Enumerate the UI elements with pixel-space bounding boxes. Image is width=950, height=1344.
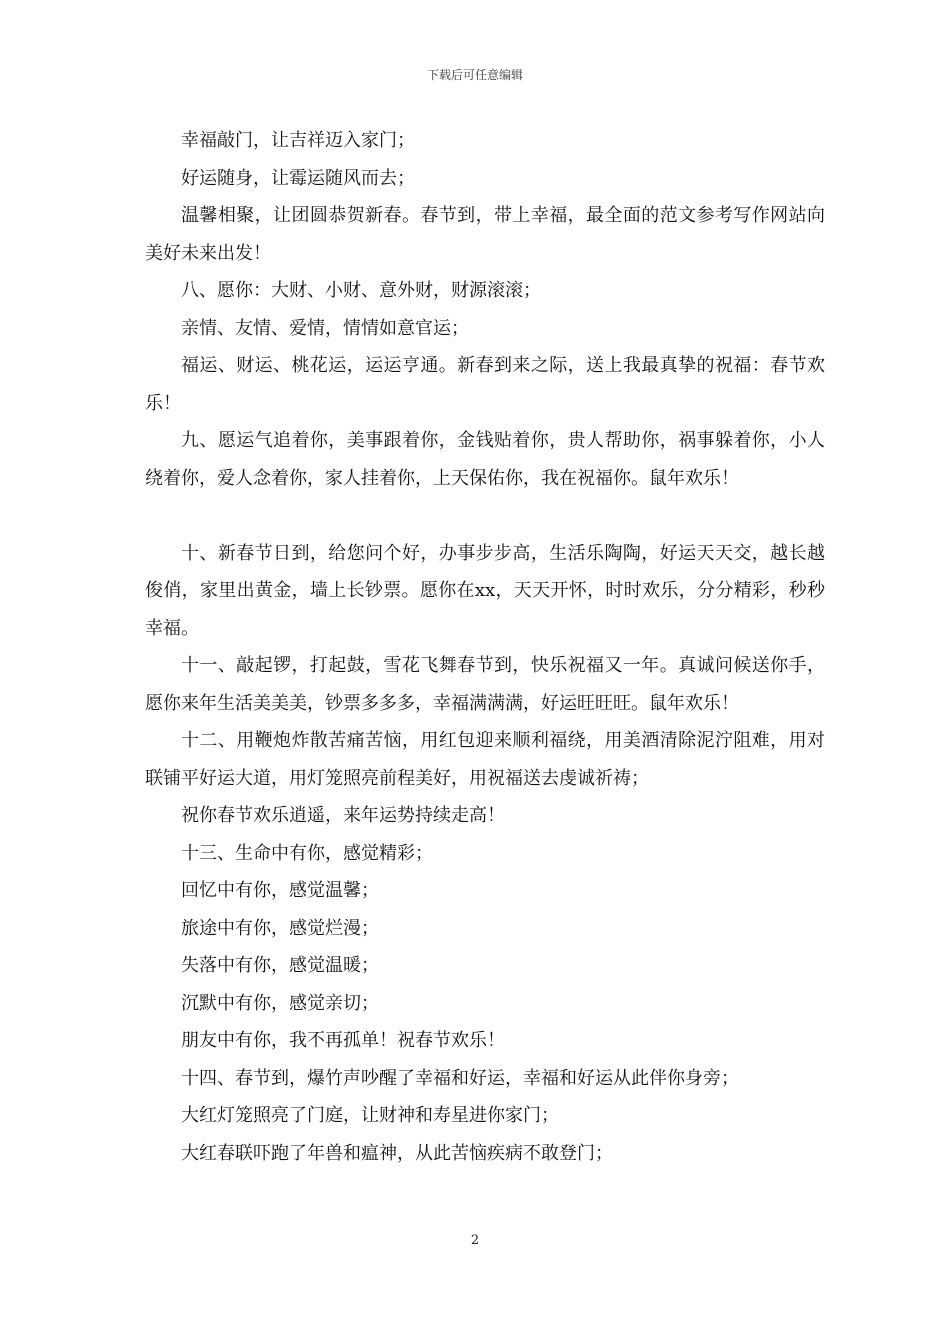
paragraph: 祝你春节欢乐逍遥，来年运势持续走高！ [181,805,505,826]
paragraph: 九、愿运气追着你，美事跟着你，金钱贴着你，贵人帮助你，祸事躲着你，小人绕着你，爱人念着你，家人挂着你，上天保佑你，我在祝福你。鼠年欢乐！ [145,430,825,489]
paragraph: 幸福敲门，让吉祥迈入家门； [181,130,415,151]
page-header-note: 下载后可任意编辑 [426,68,523,82]
paragraph: 十四、春节到，爆竹声吵醒了幸福和好运，幸福和好运从此伴你身旁； [181,1067,739,1089]
paragraph: 大红灯笼照亮了门庭，让财神和寿星进你家门； [181,1105,559,1126]
paragraph: 失落中有你，感觉温暖； [181,955,379,976]
blank-line [145,497,825,535]
page-number: 2 [470,1233,480,1248]
paragraph: 福运、财运、桃花运，运运亨通。新春到来之际，送上我最真挚的祝福：春节欢乐！ [145,355,825,414]
paragraph: 十三、生命中有你，感觉精彩； [181,842,433,864]
paragraph: 沉默中有你，感觉亲切； [181,992,379,1014]
paragraph: 十、新春节日到，给您问个好，办事步步高，生活乐陶陶，好运天天交，越长越俊俏，家里出黄金，墙上长钞票。愿你在xx，天天开怀，时时欢乐，分分精彩，秒秒幸福。 [145,542,825,639]
paragraph: 十二、用鞭炮炸散苦痛苦恼，用红包迎来顺利福绕，用美酒清除泥泞阻难，用对联铺平好运大道，用灯笼照亮前程美好，用祝福送去虔诚祈祷； [145,730,825,789]
paragraph: 朋友中有你，我不再孤单！祝春节欢乐！ [181,1030,505,1051]
paragraph: 温馨相聚，让团圆恭贺新春。春节到，带上幸福，最全面的范文参考写作网站向美好未来出发！ [145,205,825,264]
paragraph: 八、愿你：大财、小财、意外财，财源滚滚； [181,280,541,301]
paragraph: 旅途中有你，感觉烂漫； [181,917,379,939]
paragraph: 大红春联吓跑了年兽和瘟神，从此苦恼疾病不敢登门； [181,1142,613,1164]
document-body [145,122,825,1172]
paragraph: 亲情、友情、爱情，情情如意官运； [181,317,469,339]
paragraph: 回忆中有你，感觉温馨； [181,880,379,901]
paragraph: 十一、敲起锣，打起鼓，雪花飞舞春节到，快乐祝福又一年。真诚问候送你手，愿你来年生活美美美，钞票多多多，幸福满满满，好运旺旺旺。鼠年欢乐！ [145,655,825,714]
paragraph: 好运随身，让霉运随风而去； [181,167,415,189]
